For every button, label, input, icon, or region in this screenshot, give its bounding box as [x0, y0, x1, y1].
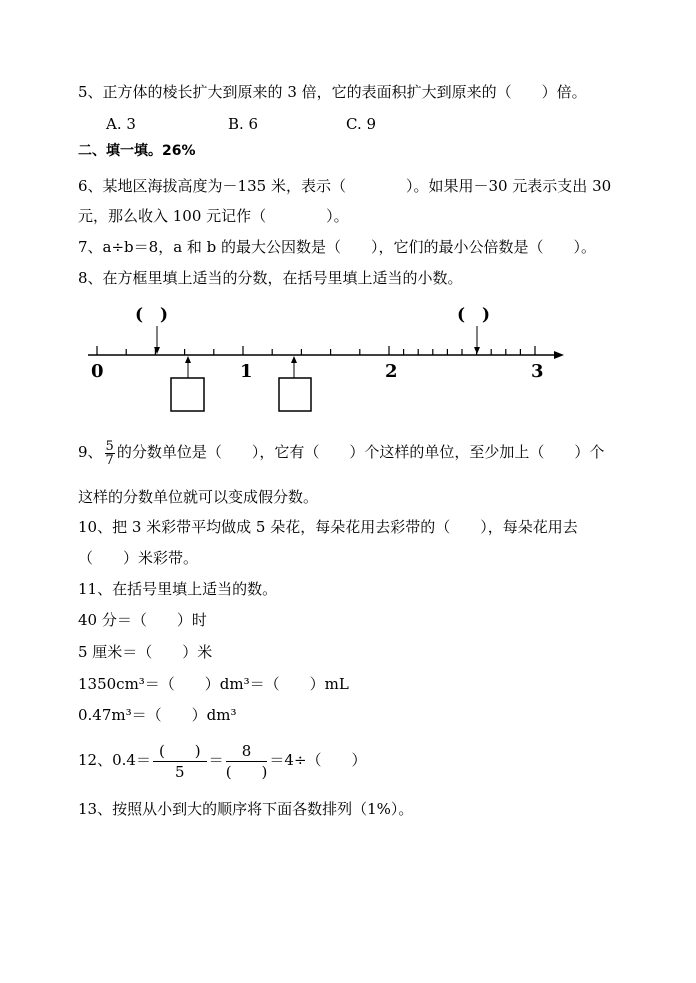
question-10-line-2: （ ）米彩带。 — [78, 549, 199, 567]
q12-fraction-2-denominator: ( ) — [225, 762, 268, 781]
q12-fraction-1-numerator: ( ) — [153, 741, 207, 762]
question-8: 8、在方框里填上适当的分数，在括号里填上适当的小数。 — [78, 269, 463, 287]
q9-fraction-denominator: 7 — [105, 452, 114, 468]
question-6-line-1: 6、某地区海拔高度为－135 米，表示（ ）。如果用－30 元表示支出 30 — [78, 177, 612, 195]
axis-ticks — [97, 346, 535, 355]
q5-option-a: A. 3 — [106, 115, 136, 133]
question-7: 7、a÷b＝8，a 和 b 的最大公因数是（ ），它们的最小公倍数是（ ）。 — [78, 238, 597, 256]
fraction-box-2 — [279, 378, 311, 411]
left-decimal-blank: ( ) — [135, 305, 169, 325]
question-6-line-2: 元，那么收入 100 元记作（ ）。 — [78, 207, 349, 225]
q9-fraction-numerator: 5 — [105, 438, 114, 454]
question-9-line-2: 这样的分数单位就可以变成假分数。 — [78, 488, 319, 506]
tick-label-3: 3 — [531, 361, 544, 382]
q12-suffix: ＝4÷（ ） — [269, 751, 367, 769]
question-5: 5、正方体的棱长扩大到原来的 3 倍，它的表面积扩大到原来的（ ）倍。 — [78, 83, 587, 101]
q11-item-2: 5 厘米＝（ ）米 — [78, 643, 213, 661]
q5-option-c: C. 9 — [346, 115, 377, 133]
q9-prefix: 9、 — [78, 443, 103, 461]
q11-item-4: 0.47m³＝（ ）dm³ — [78, 706, 237, 724]
tick-label-2: 2 — [385, 361, 398, 382]
box-2-arrow-head — [291, 356, 297, 363]
q12-fraction-2 — [226, 741, 268, 782]
q12-fraction-1 — [153, 741, 207, 782]
number-line-figure — [80, 298, 580, 418]
section-2-title: 二、填一填。26% — [78, 143, 196, 159]
q12-fraction-2-numerator: 8 — [226, 741, 268, 762]
question-12 — [78, 738, 367, 782]
right-pointer-arrow-head — [474, 347, 480, 354]
q11-item-1: 40 分＝（ ）时 — [78, 611, 207, 629]
q12-equals: ＝ — [208, 751, 224, 769]
axis-arrow-icon — [554, 351, 564, 359]
q5-option-b: B. 6 — [228, 115, 259, 133]
q12-fraction-1-denominator: 5 — [175, 762, 185, 781]
question-11: 11、在括号里填上适当的数。 — [78, 580, 278, 598]
question-9-line-1 — [78, 432, 604, 472]
right-decimal-blank: ( ) — [457, 305, 491, 325]
q12-prefix: 12、0.4＝ — [78, 751, 151, 769]
q9-rest: 的分数单位是（ ），它有（ ）个这样的单位，至少加上（ ）个 — [116, 443, 605, 461]
question-13: 13、按照从小到大的顺序将下面各数排列（1%）。 — [78, 800, 414, 818]
box-1-arrow-head — [185, 356, 191, 363]
question-10-line-1: 10、把 3 米彩带平均做成 5 朵花，每朵花用去彩带的（ ），每朵花用去 — [78, 518, 578, 536]
tick-label-0: 0 — [91, 361, 104, 382]
q11-item-3: 1350cm³＝（ ）dm³＝（ ）mL — [78, 675, 349, 693]
tick-label-1: 1 — [240, 361, 253, 382]
q9-fraction — [105, 440, 115, 467]
fraction-box-1 — [171, 378, 204, 411]
